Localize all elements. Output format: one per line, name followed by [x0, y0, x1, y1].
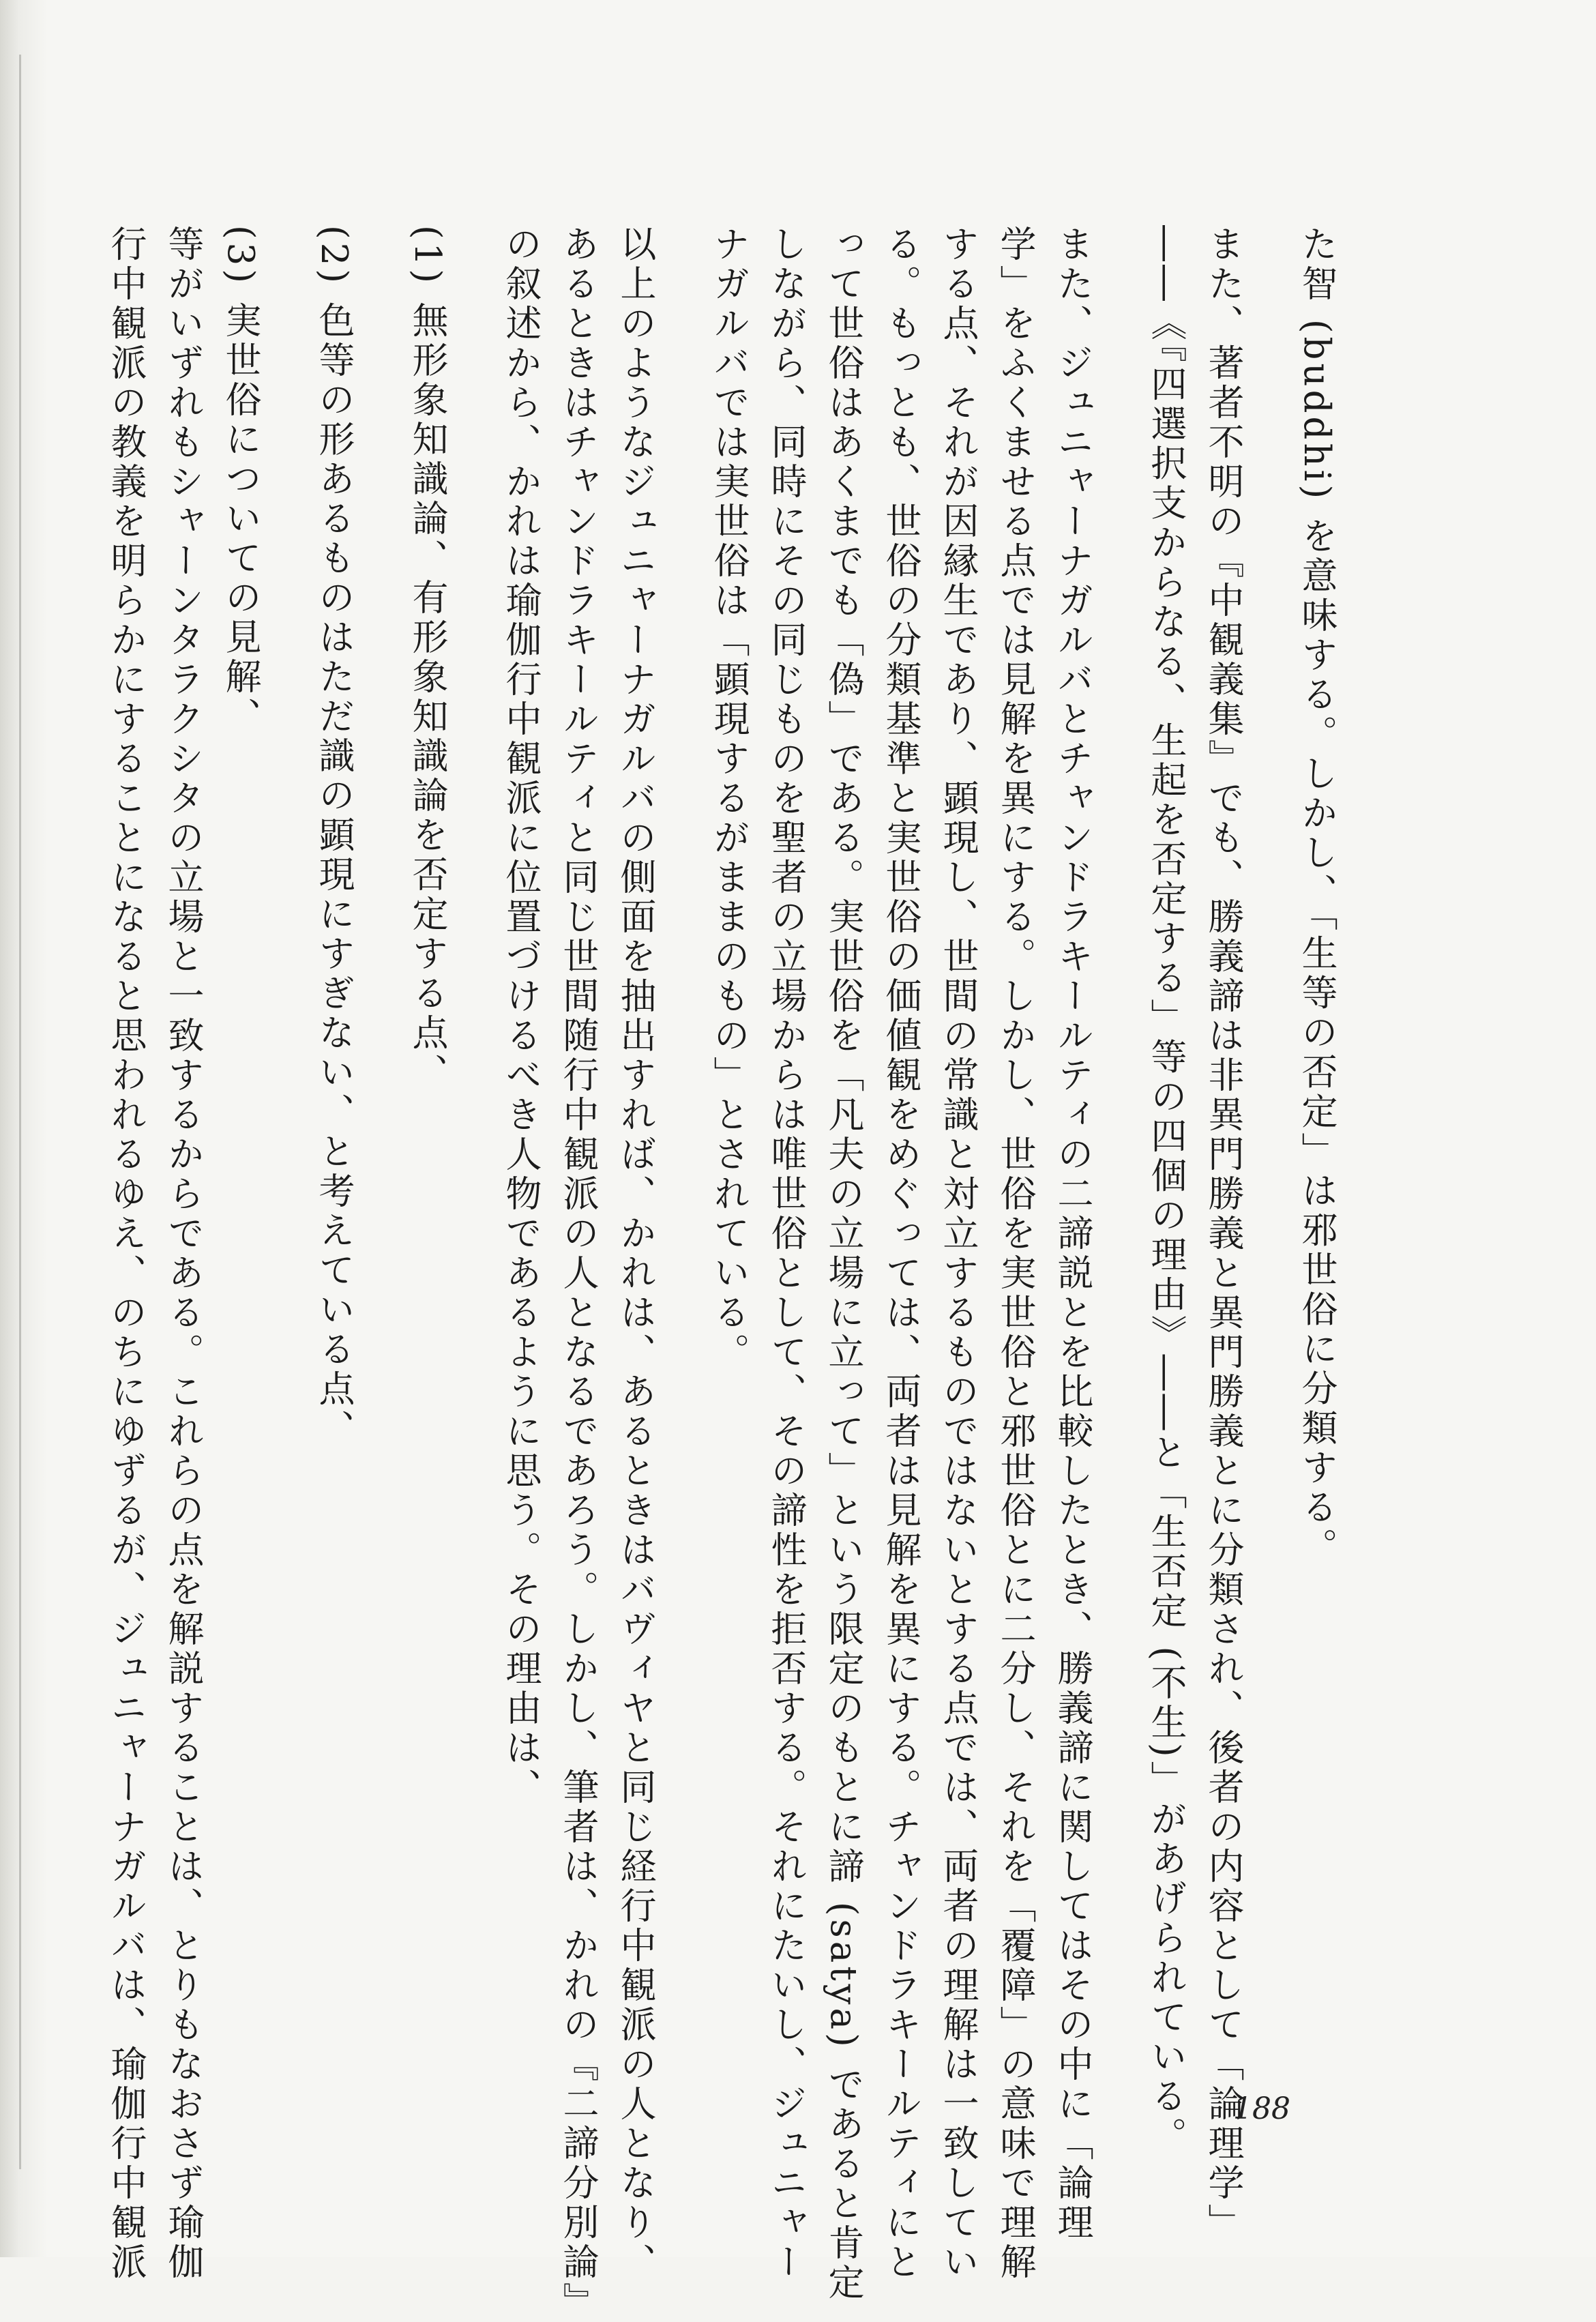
text-line: する点、それが因縁生であり、顕現し、世間の常識と対立するものではないとする点では、両者の理解は一致してい [937, 225, 979, 2282]
page-edge-line [19, 55, 21, 2169]
text-line: 行中観派の教義を明らかにすることになると思われるゆえ、のちにゆずるが、ジュニャーナガルバは、瑜伽行中観派 [105, 225, 147, 2282]
text-line: って世俗はあくまでも「偽」である。実世俗を「凡夫の立場に立って」という限定のもとに諦 (satya) であると肯定 [823, 225, 864, 2303]
text-line: 以上のようなジュニャーナガルバの側面を抽出すれば、かれは、あるときはバヴィヤと同じ経行中観派の人となり、 [615, 225, 656, 2282]
text-line: しながら、同時にその同じものを聖者の立場からは唯世俗として、その諦性を拒否する。それにたいし、ジュニャー [765, 225, 807, 2282]
text-line: 学」をふくませる点では見解を異にする。しかし、世俗を実世俗と邪世俗とに二分し、それを「覆障」の意味で理解 [994, 225, 1036, 2282]
text-line: ――《『四選択支からなる、生起を否定する」等の四個の理由》――と「生否定 (不生)」があげられている。 [1145, 225, 1187, 2156]
list-item: (3) 実世俗についての見解、 [220, 225, 261, 737]
text-line: た智 (buddhi) を意味する。しかし、「生等の否定」は邪世俗に分類する。 [1296, 225, 1338, 1568]
text-line: 等がいずれもシャーンタラクシタの立場と一致するからである。これらの点を解説することは、とりもなおさず瑜伽 [162, 225, 204, 2282]
list-item: (2) 色等の形あるものはただ識の顕現にすぎない、と考えている点、 [313, 225, 355, 1449]
text-line: ナガルバでは実世俗は「顕現するがままのもの」とされている。 [708, 225, 750, 1372]
page-number: 188 [1233, 2091, 1290, 2126]
text-line: また、ジュニャーナガルバとチャンドラキールティの二諦説とを比較したとき、勝義諦に関してはその中に「論理 [1052, 225, 1093, 2243]
text-line: の叙述から、かれは瑜伽行中観派に位置づけるべき人物であるように思う。その理由は、 [500, 225, 542, 1808]
text-line: る。もっとも、世俗の分類基準と実世俗の価値観をめぐっては、両者は見解を異にする。チャンドラキールティにと [880, 225, 921, 2282]
text-line: また、著者不明の『中観義集』でも、勝義諦は非異門勝義と異門勝義とに分類され、後者の内容として「論理学」 [1202, 225, 1244, 2243]
page-gutter-shadow [0, 0, 48, 2257]
list-item: (1) 無形象知識論、有形象知識論を否定する点、 [407, 225, 448, 1093]
text-line: あるときはチャンドラキールティと同じ世間随行中観派の人となるであろう。しかし、筆者は、かれの『二諦分別論』 [557, 225, 599, 2322]
